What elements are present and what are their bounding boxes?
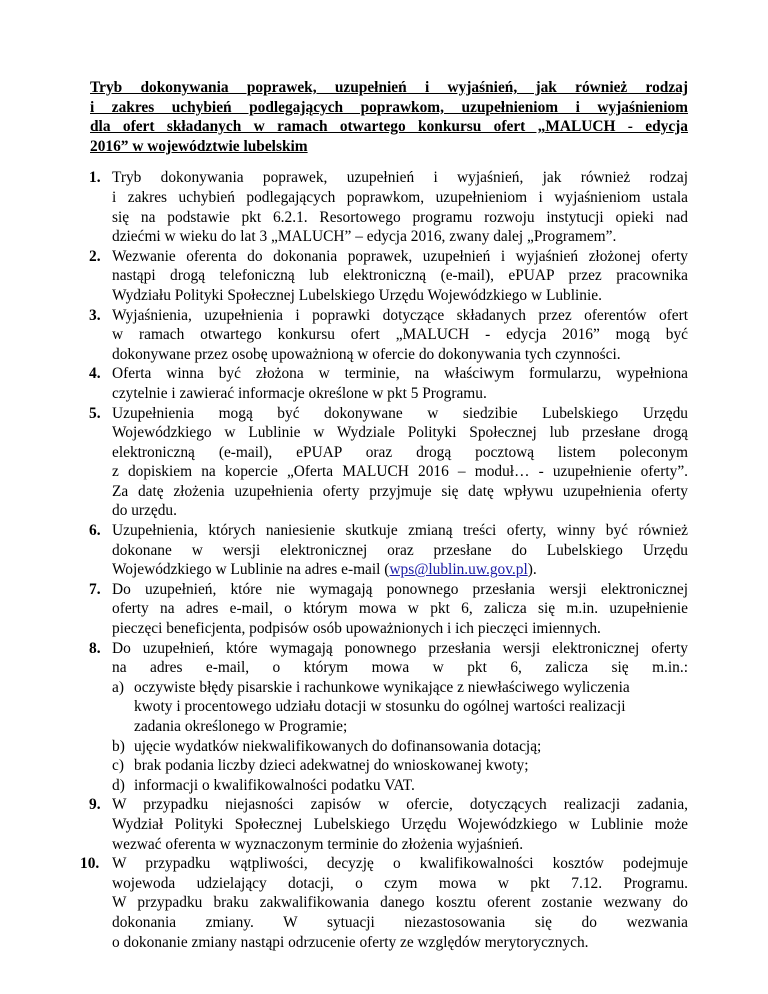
sublist-letter: c)	[112, 757, 124, 775]
list-item-9	[90, 795, 688, 854]
list-item-1	[90, 168, 688, 246]
list-item-6	[90, 521, 688, 580]
numbered-list	[80, 168, 688, 952]
lettered-sublist	[112, 678, 688, 796]
item-text-line: się na podstawie pkt 6.2.1. Resortowego programu rozwoju instytucji opieki nad	[112, 208, 688, 226]
item-text-line	[112, 560, 688, 580]
document-title	[90, 78, 688, 156]
item-text-line: Uzupełnienia mogą być dokonywane w siedzibie Lubelskiego Urzędu	[112, 404, 688, 422]
sublist-text-line: oczywiste błędy pisarskie i rachunkowe wynikające z niewłaściwego wyliczenia	[134, 678, 630, 696]
item-text-line: wojewoda udzielający dotacji, o czym mowa w pkt 7.12. Programu.	[112, 874, 688, 892]
item-text-line: oferty na adres e-mail, o którym mowa w pkt 6, zalicza się m.in. uzupełnienie	[112, 600, 688, 618]
item-number: 9.	[89, 796, 101, 814]
email-link[interactable]: wps@lublin.uw.gov.pl	[389, 561, 528, 579]
item-text-line: Wyjaśnienia, uzupełnienia i poprawki dotyczące składanych przez oferentów ofert	[112, 306, 688, 324]
item-text-line: do urzędu.	[112, 502, 177, 520]
sublist-text-line: kwoty i procentowego udziału dotacji w stosunku do ogólnej wartości realizacji	[134, 698, 626, 716]
item-text-line: W przypadku wątpliwości, decyzję o kwalifikowalności kosztów podejmuje	[112, 855, 688, 873]
item-number: 8.	[89, 639, 101, 657]
item-text-line: dokonywane przez osobę upoważnioną w ofercie do dokonywania tych czynności.	[112, 345, 621, 363]
item-text-line: z dopiskiem na kopercie „Oferta MALUCH 2016 – moduł… - uzupełnienie oferty”.	[112, 463, 688, 481]
item-number: 7.	[89, 580, 101, 598]
item-text-line: o dokonanie zmiany nastąpi odrzucenie oferty ze względów merytorycznych.	[112, 933, 589, 951]
item-text-line: Wezwanie oferenta do dokonania poprawek, uzupełnień i wyjaśnień złożonej oferty	[112, 247, 688, 265]
sublist-letter: a)	[112, 678, 124, 696]
list-item-5	[90, 404, 688, 522]
sublist-text-line: brak podania liczby dzieci adekwatnej do wnioskowanej kwoty;	[134, 757, 529, 775]
item-text-line: Za datę złożenia uzupełnienia oferty przyjmuje się datę wpływu uzupełnienia oferty	[112, 482, 688, 500]
item-text-line: Wydział Polityki Społecznej Lubelskiego Urzędu Wojewódzkiego w Lublinie może	[112, 815, 688, 833]
item-text-line: Wojewódzkiego w Lublinie w Wydziale Polityki Społecznej lub przesłane drogą	[112, 424, 688, 442]
item-text-line: Oferta winna być złożona w terminie, na właściwym formularzu, wypełniona	[112, 365, 688, 383]
email-suffix: ).	[527, 561, 537, 579]
sublist-letter: d)	[112, 776, 125, 794]
item-text-line: wezwać oferenta w wyznaczonym terminie do złożenia wyjaśnień.	[112, 835, 524, 853]
item-text-line: nastąpi drogą telefoniczną lub elektroniczną (e-mail), ePUAP przez pracownika	[112, 267, 688, 285]
sublist-text-line: zadania określonego w Programie;	[134, 718, 348, 735]
title-line: i zakres uchybień podlegających poprawkom, uzupełnieniom i wyjaśnieniom	[90, 98, 688, 116]
title-line: Tryb dokonywania poprawek, uzupełnień i wyjaśnień, jak również rodzaj	[90, 79, 688, 96]
sublist-item	[112, 678, 688, 737]
document-page	[80, 78, 688, 952]
item-number: 5.	[89, 404, 101, 422]
list-item-4	[90, 364, 688, 403]
item-text-line: Wydziału Polityki Społecznej Lubelskiego Urzędu Wojewódzkiego w Lublinie.	[112, 286, 602, 304]
item-text-line: na adres e-mail, o którym mowa w pkt 6, zalicza się m.in.:	[112, 659, 688, 677]
item-number: 3.	[89, 306, 101, 324]
item-text-line: dokonania zmiany. W sytuacji niezastosowania się do wezwania	[112, 913, 688, 931]
sublist-text-line: ujęcie wydatków niekwalifikowanych do dofinansowania dotacją;	[134, 737, 542, 755]
item-text-line: Do uzupełnień, które nie wymagają ponownego przesłania wersji elektronicznej	[112, 580, 688, 598]
sublist-item	[112, 776, 688, 796]
sublist-letter: b)	[112, 737, 125, 755]
item-text-line: elektroniczną (e-mail), ePUAP oraz drogą pocztową listem poleconym	[112, 443, 688, 461]
item-text-line: dokonane w wersji elektronicznej oraz przesłane do Lubelskiego Urzędu	[112, 541, 688, 559]
list-item-7	[90, 580, 688, 639]
item-text-line: i zakres uchybień podlegających poprawkom, uzupełnieniom i wyjaśnieniom ustala	[112, 188, 688, 206]
item-number: 6.	[89, 522, 101, 540]
sublist-item	[112, 756, 688, 776]
sublist-text-line: informacji o kwalifikowalności podatku VAT.	[134, 776, 415, 794]
list-item-3	[90, 306, 688, 365]
list-item-8	[90, 639, 688, 796]
list-item-2	[90, 247, 688, 306]
list-item-10	[80, 854, 688, 952]
item-number: 1.	[89, 169, 101, 187]
item-number: 4.	[89, 365, 101, 383]
email-prefix: Wojewódzkiego w Lublinie na adres e-mail (	[112, 561, 390, 579]
item-text-line: Do uzupełnień, które wymagają ponownego przesłania wersji elektronicznej oferty	[112, 639, 688, 657]
item-text-line: Uzupełnienia, których naniesienie skutkuje zmianą treści oferty, winny być również	[112, 522, 688, 540]
sublist-item	[112, 737, 688, 757]
item-text-line: dziećmi w wieku do lat 3 „MALUCH” – edycja 2016, zwany dalej „Programem”.	[112, 228, 617, 246]
item-text-line: pieczęci beneficjenta, podpisów osób upoważnionych i ich pieczęci imiennych.	[112, 620, 601, 638]
item-text-line: czytelnie i zawierać informacje określone w pkt 5 Programu.	[112, 384, 487, 402]
item-text-line: w ramach otwartego konkursu ofert „MALUCH - edycja 2016” mogą być	[112, 326, 688, 344]
item-number: 10.	[80, 855, 100, 873]
item-text-line: Tryb dokonywania poprawek, uzupełnień i wyjaśnień, jak również rodzaj	[112, 169, 688, 187]
item-text-line: W przypadku niejasności zapisów w ofercie, dotyczących realizacji zadania,	[112, 796, 688, 814]
title-line: 2016” w województwie lubelskim	[90, 137, 308, 155]
item-number: 2.	[89, 247, 101, 265]
item-text-line: W przypadku braku zakwalifikowania danego kosztu oferent zostanie wezwany do	[112, 894, 688, 912]
title-line: dla ofert składanych w ramach otwartego konkursu ofert „MALUCH - edycja	[90, 118, 688, 136]
